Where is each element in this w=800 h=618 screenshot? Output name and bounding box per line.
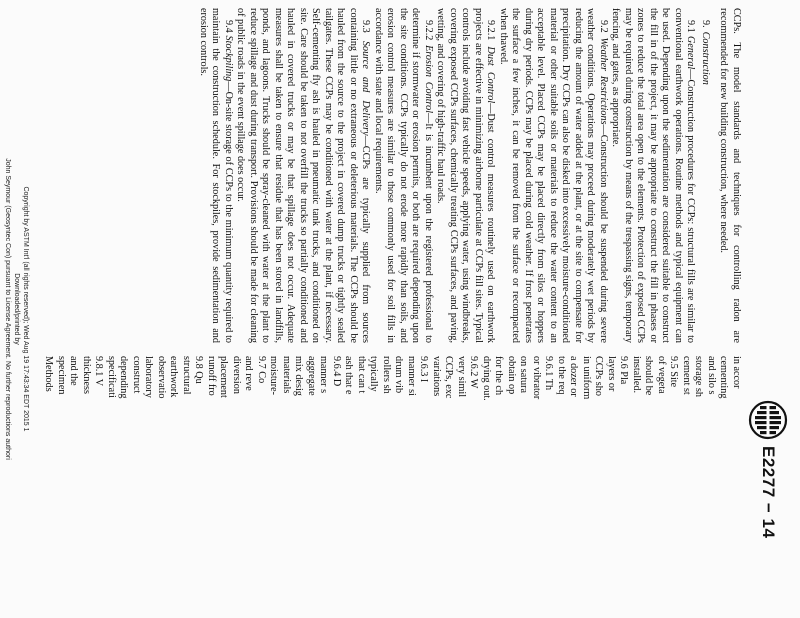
right-column-line: variations <box>431 356 442 397</box>
right-column-line: layers or <box>606 356 617 392</box>
footer-download-line: Downloaded/printed by <box>13 273 20 345</box>
right-column-line: mix desig <box>293 356 305 396</box>
right-column-line: that can t <box>356 356 367 394</box>
right-column-line: manner si <box>406 356 417 396</box>
right-column-line: construct <box>131 356 142 394</box>
right-column-line: to the req <box>556 356 567 395</box>
footer-copyright-line: Copyright by ASTM Int'l (all rights reserved); Wed Aug 19 17:43:34 EDT 2015 1 <box>22 186 29 432</box>
right-column-line: and the <box>68 356 80 386</box>
section-heading <box>699 8 712 343</box>
astm-logo-icon <box>748 400 788 440</box>
clause-title: Source and Delivery <box>360 40 372 136</box>
right-column-line: specificati <box>106 356 117 398</box>
right-column-line: 9.7 Co <box>256 356 267 384</box>
right-column-line: on satura <box>518 356 530 394</box>
right-column-line: installed. <box>631 356 642 394</box>
right-column-line: ash that e <box>343 356 355 395</box>
right-column-line: of vegeta <box>656 356 667 394</box>
clause-number: 9.2 <box>598 20 609 33</box>
right-column-line: 9.6 Pla <box>618 356 630 385</box>
right-column-line: drying out. <box>481 356 492 401</box>
right-column-line: observatio <box>156 356 167 399</box>
standard-designation: E2277 − 14 <box>759 446 778 539</box>
right-column-line: for the ch <box>493 356 505 396</box>
clause-title: General <box>685 35 697 70</box>
section-number: 9. <box>700 20 711 28</box>
clause-body: —CCPs are typically supplied from sources containing little or no extraneous or deleterious materials. The CCPs should be hauled from the source to the project in covered dump trucks or tightly sealed tailgates. These CCPs may be conditioned with water at the plant, if necessary. Self-cementing fly ash is hauled in pneumatic tank trucks, and conditioned on site. Care should be taken to not overfill the trucks so partially conditioned and hauled in covered trucks or may be that spillage does not occur. Adequate measures shall be taken to ensure that residue that has been stored in landfills, ponds, and lagoons. Trucks should be spray-cleaned with water at the plant to reduce spillage and dust during transport. Provisions should be made for cleaning of public roads in the event spillage does occur. <box>235 8 372 343</box>
right-column-line: cement st <box>681 356 692 395</box>
right-column-line: typically <box>368 356 380 392</box>
clause-body: —Construction procedures for CCPs: structural fills are similar to conventional earthwork operations. Routine methods and typical equipment can be used. Depending upon the sedimentation are considered suitable to construct the fill in of the project, it may be appropriate to construct the fill in phases or zones to reduce the total area open to the elements. Protection of exposed CCPs may be required during construction by means of the trespassing signs, temporary fencing, and gates, as appropriate. <box>610 8 697 344</box>
clause-number: 9.1 <box>685 20 697 33</box>
right-column-line: CCPs, exc <box>443 356 455 399</box>
right-column-line: 9.8 Qu <box>193 356 205 384</box>
right-column-line: 9.6.4 D <box>331 356 342 387</box>
right-column-line: laboratory <box>143 356 155 398</box>
right-column-line: runoff fro <box>206 356 217 396</box>
right-column-line: 9.6.2 W <box>468 356 480 389</box>
right-column-line: storage sh <box>693 356 705 398</box>
clause-title: Weather Restrictions <box>598 37 609 125</box>
right-column-line: rollers sh <box>381 356 392 394</box>
right-column-line: obtain op <box>506 356 517 395</box>
left-column <box>197 8 743 343</box>
clause-body: —It is incumbent upon the registered professional to determine if stormwater or erosion permits, or both are required depending upon the site conditions. CCPs typically do not erode more rapidly than soils, and erosion control measures are similar to those commonly used for soil fills in accordance with state and local requirements. <box>373 8 434 344</box>
right-column-line: thickness <box>81 356 92 394</box>
right-column-line: CCPs sho <box>593 356 605 396</box>
right-column-line: manner s <box>318 356 330 394</box>
clause-number: 9.2.1 <box>485 20 497 41</box>
paragraph-9-2 <box>497 8 610 343</box>
right-column <box>43 356 742 618</box>
right-column-line: 9.5 Site <box>668 356 680 388</box>
right-column-line: and silo s <box>706 356 717 395</box>
right-column-line: 9.6.1 Th <box>543 356 555 391</box>
right-column-line: should be <box>643 356 655 396</box>
clause-body: —Construction should be suspended during severe weather conditions. Operations may proceed during moderately wet periods by reducing the amount of water added at the plant, or at the site to compensate for precipitation. Dry CCPs can also be disked into excessively moisture-conditioned material or other suitable soils or materials to reduce the water content to an acceptable level. Placed CCPs may be placed directly from silos or hoppers during dry periods. CCPs may be placed during cold weather. If frost penetrates the surface a few inches, it can be removed from the surface or recompacted when thawed. <box>498 8 609 343</box>
section-title: Construction <box>700 31 711 85</box>
clause-number: 9.3 <box>360 20 372 33</box>
right-column-line: 9.8.1 V <box>93 356 105 387</box>
clause-title: Dust Control <box>485 46 497 104</box>
right-column-line: materials <box>281 356 292 394</box>
right-column-line: a dozer or <box>568 356 580 397</box>
right-column-line: cementing <box>718 356 730 399</box>
paragraph-9-1 <box>609 8 697 343</box>
right-column-line: placement <box>218 356 230 398</box>
right-column-line: very simil <box>456 356 467 398</box>
page-header <box>744 0 788 618</box>
clause-number: 9.2.2 <box>423 20 434 41</box>
right-column-line: diversion <box>231 356 242 394</box>
paragraph-9-2-1 <box>434 8 497 343</box>
paragraph-9-4 <box>197 8 235 343</box>
right-column-line: drum vib <box>393 356 405 394</box>
right-column-line: aggregate <box>306 356 317 396</box>
clause-body: —Dust control measures routinely used on earthwork projects are effective in minimizing airborne particulate at CCPs fill sites. Typical controls include avoiding fast vehicle speeds, applying water, using windbreaks, covering exposed CCPs surfaces, chemically treating CCPs surfaces, and paving, wetting, and covering of high-traffic haul roads. <box>435 8 497 344</box>
right-column-line: or vibrator <box>531 356 542 400</box>
right-column-line: earthwork <box>168 356 180 398</box>
right-column-line: in accor <box>731 356 742 389</box>
paragraph-9-3 <box>234 8 372 343</box>
right-column-line: depending <box>118 356 130 399</box>
paragraph: CCPs. The model standards and techniques for controlling radon are recommended for new building construction, where needed. <box>718 8 742 343</box>
clause-body: —On-site storage of CCPs to the minimum quantity required to maintain the construction schedule. For stockpiles, provide sedimentation and erosion controls. <box>198 8 234 344</box>
right-column-line: and reve <box>243 356 255 391</box>
right-column-line: Methods <box>43 356 55 392</box>
clause-title: Erosion Control <box>423 45 434 114</box>
right-column-line: moisture- <box>268 356 280 396</box>
footer-license-line: John Seymour (Geosyntec Con) pursuant to License Agreement. No further reproductions authori <box>4 158 11 460</box>
right-column-line: structural <box>181 356 192 395</box>
copyright-footer <box>3 0 30 618</box>
paragraph-9-2-2 <box>372 8 435 343</box>
clause-number: 9.4 <box>223 20 234 33</box>
clause-title: Stockpiling <box>223 35 234 82</box>
right-column-line: specimen <box>56 356 67 395</box>
right-column-line: in uniform <box>581 356 592 400</box>
right-column-line: 9.6.3 I <box>418 356 430 383</box>
